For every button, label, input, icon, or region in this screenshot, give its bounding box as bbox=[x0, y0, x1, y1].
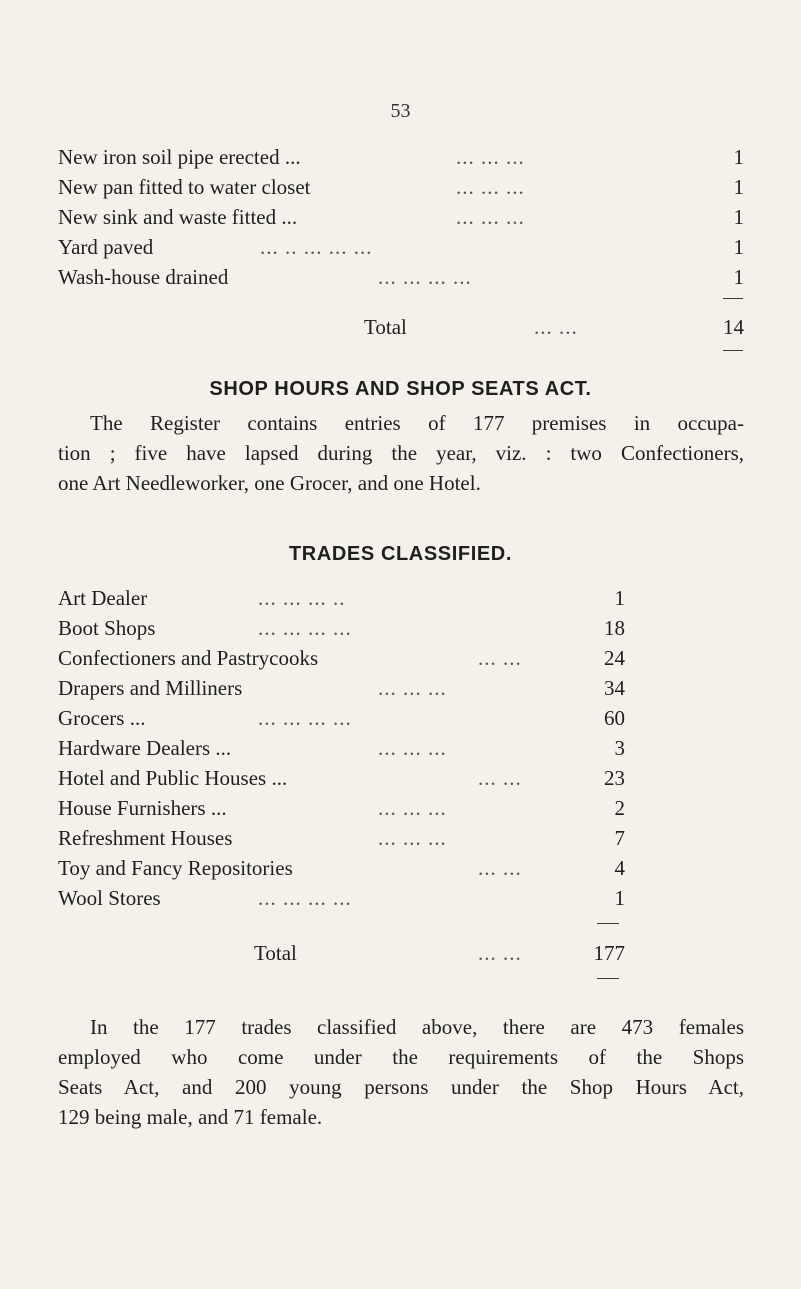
paragraph-line: In the 177 trades classified above, there are 473 females bbox=[90, 1015, 744, 1039]
section-heading: TRADES CLASSIFIED. bbox=[288, 543, 513, 565]
paragraph-line: 129 being male, and 71 female. bbox=[58, 1105, 323, 1129]
list-item-value: 23 bbox=[604, 766, 625, 790]
list-item-label: Toy and Fancy Repositories bbox=[58, 856, 293, 880]
total-rule-bottom bbox=[597, 978, 619, 979]
list-item bbox=[58, 793, 625, 823]
list-item bbox=[58, 763, 625, 793]
leader-dots: ... .. ... ... ... bbox=[260, 235, 373, 259]
leader-dots: ... ... ... ... bbox=[378, 265, 472, 289]
list-item-value: 1 bbox=[614, 586, 625, 610]
list-item-label: Yard paved bbox=[58, 235, 154, 259]
list-item bbox=[58, 232, 744, 262]
leader-dots: ... ... bbox=[534, 315, 578, 339]
list-item bbox=[58, 883, 625, 913]
list-item-label: Confectioners and Pastrycooks bbox=[58, 646, 319, 670]
list-item-label: Wash-house drained bbox=[58, 265, 229, 289]
total-rule-top bbox=[597, 923, 619, 924]
list-item bbox=[58, 613, 625, 643]
total-rule-bottom bbox=[723, 350, 743, 351]
leader-dots: ... ... ... .. bbox=[258, 586, 346, 610]
leader-dots: ... ... ... bbox=[378, 826, 447, 850]
list-item bbox=[58, 703, 625, 733]
list-item-value: 7 bbox=[614, 826, 625, 850]
list-item-value: 60 bbox=[604, 706, 625, 730]
list-item bbox=[58, 172, 744, 202]
list-item-value: 1 bbox=[733, 205, 744, 229]
total-value: 14 bbox=[723, 315, 744, 339]
list-item-label: Hardware Dealers ... bbox=[58, 736, 232, 760]
list-item bbox=[58, 643, 625, 673]
list-item-value: 1 bbox=[733, 145, 744, 169]
leader-dots: ... ... ... bbox=[456, 175, 525, 199]
leader-dots: ... ... ... bbox=[378, 796, 447, 820]
list-item-label: Wool Stores bbox=[58, 886, 161, 910]
list-item-value: 24 bbox=[604, 646, 625, 670]
list-item-value: 1 bbox=[733, 265, 744, 289]
list-item bbox=[58, 202, 744, 232]
list-item-value: 18 bbox=[604, 616, 625, 640]
list-item-value: 1 bbox=[614, 886, 625, 910]
list-item bbox=[58, 853, 625, 883]
total-row bbox=[58, 312, 744, 342]
list-item bbox=[58, 583, 625, 613]
list-item-label: Art Dealer bbox=[58, 586, 148, 610]
leader-dots: ... ... ... ... bbox=[258, 886, 352, 910]
list-item-value: 1 bbox=[733, 175, 744, 199]
leader-dots: ... ... ... bbox=[378, 736, 447, 760]
list-item-label: Hotel and Public Houses ... bbox=[58, 766, 288, 790]
section-paragraph bbox=[58, 408, 744, 498]
list-item-value: 1 bbox=[733, 235, 744, 259]
list-item bbox=[58, 733, 625, 763]
list-item-label: Grocers ... bbox=[58, 706, 146, 730]
leader-dots: ... ... ... ... bbox=[258, 616, 352, 640]
leader-dots: ... ... ... ... bbox=[258, 706, 352, 730]
list-item-label: New iron soil pipe erected ... bbox=[58, 145, 301, 169]
list-item-label: New pan fitted to water closet bbox=[58, 175, 311, 199]
paragraph-line: one Art Needleworker, one Grocer, and one Hotel. bbox=[58, 471, 481, 495]
list-item bbox=[58, 673, 625, 703]
list-item-label: New sink and waste fitted ... bbox=[58, 205, 298, 229]
closing-paragraph bbox=[58, 1012, 744, 1132]
total-row bbox=[58, 938, 625, 968]
list-item-value: 4 bbox=[614, 856, 625, 880]
page-number: 53 bbox=[390, 100, 411, 122]
list-item-label: House Furnishers ... bbox=[58, 796, 227, 820]
list-item-value: 2 bbox=[614, 796, 625, 820]
list-item bbox=[58, 142, 744, 172]
paragraph-line: employed who come under the requirements of the Shops bbox=[58, 1045, 744, 1069]
total-label: Total bbox=[364, 315, 407, 339]
leader-dots: ... ... ... bbox=[456, 205, 525, 229]
list-item-label: Boot Shops bbox=[58, 616, 156, 640]
list-item-value: 34 bbox=[604, 676, 625, 700]
list-item-value: 3 bbox=[614, 736, 625, 760]
leader-dots: ... ... bbox=[478, 941, 522, 965]
list-item-label: Drapers and Milliners bbox=[58, 676, 243, 700]
leader-dots: ... ... bbox=[478, 856, 522, 880]
list-item bbox=[58, 262, 744, 292]
leader-dots: ... ... bbox=[478, 766, 522, 790]
paragraph-line: Seats Act, and 200 young persons under the Shop Hours Act, bbox=[58, 1075, 744, 1099]
paragraph-line: The Register contains entries of 177 premises in occupa- bbox=[90, 411, 744, 435]
section-heading: SHOP HOURS AND SHOP SEATS ACT. bbox=[209, 378, 592, 400]
total-value: 177 bbox=[593, 941, 625, 965]
list-item bbox=[58, 823, 625, 853]
paragraph-line: tion ; five have lapsed during the year, viz. : two Confectioners, bbox=[58, 441, 744, 465]
total-rule-top bbox=[723, 298, 743, 299]
leader-dots: ... ... ... bbox=[456, 145, 525, 169]
total-label: Total bbox=[254, 941, 297, 965]
leader-dots: ... ... ... bbox=[378, 676, 447, 700]
list-item-label: Refreshment Houses bbox=[58, 826, 233, 850]
leader-dots: ... ... bbox=[478, 646, 522, 670]
